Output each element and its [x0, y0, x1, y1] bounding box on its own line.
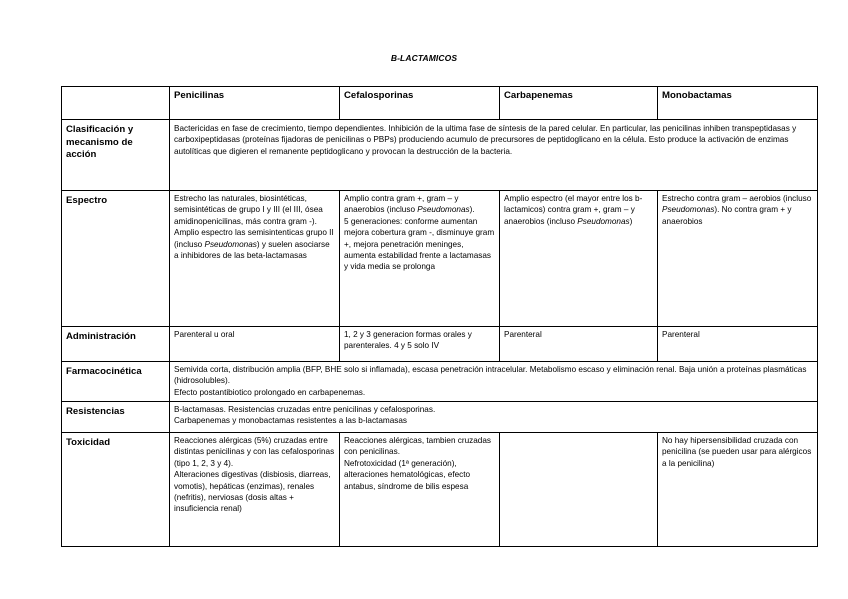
espectro-penicilinas	[170, 191, 340, 327]
text-segment: ).	[469, 205, 475, 215]
espectro-monobactamas	[658, 191, 818, 327]
row-label-toxicidad: Toxicidad	[62, 433, 170, 547]
header-row	[62, 87, 818, 120]
italic-segment: Pseudomonas	[204, 239, 257, 249]
administracion-carbapenemas: Parenteral	[500, 327, 658, 362]
italic-segment: Pseudomonas	[417, 205, 470, 215]
text-segment: Amplio espectro (el mayor entre los b-lactamicos) contra gram +, gram – y anaerobios (incluso	[504, 194, 643, 226]
row-label-farmacocinetica: Farmacocinética	[62, 362, 170, 402]
row-label-espectro: Espectro	[62, 191, 170, 327]
resistencias-line-2: Carbapenemas y monobactamas resistentes a las b-lactamasas	[174, 416, 407, 426]
text-segment: ). No contra gram + y anaerobios	[662, 205, 792, 226]
b-lactamicos-table	[61, 86, 818, 547]
italic-segment: Pseudomonas	[662, 205, 715, 215]
espectro-carbapenemas-text	[504, 193, 653, 227]
espectro-carbapenemas	[500, 191, 658, 327]
administracion-monobactamas: Parenteral	[658, 327, 818, 362]
toxicidad-cefalosporinas	[340, 433, 500, 547]
document-title: B-LACTAMICOS	[390, 53, 458, 63]
text-segment: ) y suelen asociarse a inhibidores de las beta-lactamasas	[174, 239, 330, 261]
header-empty	[62, 87, 170, 120]
header-cefalosporinas: Cefalosporinas	[340, 87, 500, 120]
row-administracion	[62, 327, 818, 362]
toxicidad-penicilinas-p1: Reacciones alérgicas (5%) cruzadas entre distintas penicilinas y con las cefalosporinas (tipo 1, 2, 3 y 4).	[174, 436, 335, 468]
row-label-resistencias: Resistencias	[62, 402, 170, 433]
header-penicilinas: Penicilinas	[170, 87, 340, 120]
toxicidad-monobactamas: No hay hipersensibilidad cruzada con penicilina (se pueden usar para alérgicos a la penicilina)	[658, 433, 818, 547]
administracion-penicilinas: Parenteral u oral	[170, 327, 340, 362]
farmacocinetica-line-2: Efecto postantibiotico prolongado en carbapenemas.	[174, 387, 366, 397]
farmacocinetica-line-1: Semivida corta, distribución amplia (BFP, BHE solo si inflamada), escasa penetración intracelular. Metabolismo escaso y eliminación renal. Baja unión a proteínas plasmáticas (hidrosolubles).	[174, 365, 807, 386]
toxicidad-cefalosporinas-p1: Reacciones alérgicas, tambien cruzadas con penicilinas.	[344, 436, 491, 457]
row-clasificacion	[62, 120, 818, 191]
row-espectro	[62, 191, 818, 327]
espectro-cefalosporinas-p1	[344, 193, 495, 216]
row-label-clasificacion: Clasificación y mecanismo de acción	[62, 120, 170, 191]
italic-segment: Pseudomonas	[577, 216, 630, 226]
espectro-cefalosporinas-p2: 5 generaciones: conforme aumentan mejora cobertura gram -, disminuye gram +, mejora penetración meninges, aumenta estabilidad frente a lactamasas y vida media se prolonga	[344, 216, 495, 272]
text-segment: )	[629, 216, 633, 226]
clasificacion-text	[170, 120, 818, 191]
espectro-penicilinas-p2	[174, 227, 335, 261]
farmacocinetica-text	[170, 362, 818, 402]
espectro-cefalosporinas	[340, 191, 500, 327]
toxicidad-carbapenemas	[500, 433, 658, 547]
text-segment: Estrecho contra gram – aerobios (incluso	[662, 194, 812, 203]
administracion-cefalosporinas: 1, 2 y 3 generacion formas orales y parenterales. 4 y 5 solo IV	[340, 327, 500, 362]
espectro-monobactamas-text	[662, 193, 813, 227]
toxicidad-cefalosporinas-p2: Nefrotoxicidad (1ª generación), alteraciones hematológicas, efecto antabus, síndrome de bilis espesa	[344, 458, 471, 491]
resistencias-line-1: B-lactamasas. Resistencias cruzadas entre penicilinas y cefalosporinas.	[174, 405, 436, 414]
text-segment: Amplio contra gram +, gram – y anaerobios (incluso	[344, 194, 459, 215]
header-monobactamas: Monobactamas	[658, 87, 818, 120]
header-carbapenemas: Carbapenemas	[500, 87, 658, 120]
text-segment: Amplio espectro las semisintenticas grupo II (incluso	[174, 228, 334, 249]
toxicidad-penicilinas	[170, 433, 340, 547]
toxicidad-penicilinas-p2: Alteraciones digestivas (disbiosis, diarreas, vomotis), hepáticas (enzimas), renales (nefritis), nerviosas (dosis altas + insuficiencia renal)	[174, 470, 331, 514]
espectro-penicilinas-p1: Estrecho las naturales, biosintéticas, semisintéticas de grupo I y III (el III, ósea amidinopenicilinas, más contra gram -).	[174, 194, 323, 226]
row-label-administracion: Administración	[62, 327, 170, 362]
resistencias-text	[170, 402, 818, 433]
row-farmacocinetica	[62, 362, 818, 402]
clasificacion-paragraph: Bactericidas en fase de crecimiento, tiempo dependientes. Inhibición de la ultima fase de síntesis de la pared celular. En particular, las penicilinas inhiben transpeptidasas y carboxipeptidasas (proteínas fijadoras de penicilinas o PBPs) produciendo acumulo de precursores de peptidoglicano en la célula. Esto produce la activación de enzimas autolíticas que digieren el remanente peptidoglicano y provocan la destrucción de la bacteria.	[174, 124, 797, 156]
row-toxicidad	[62, 433, 818, 547]
row-resistencias	[62, 402, 818, 433]
